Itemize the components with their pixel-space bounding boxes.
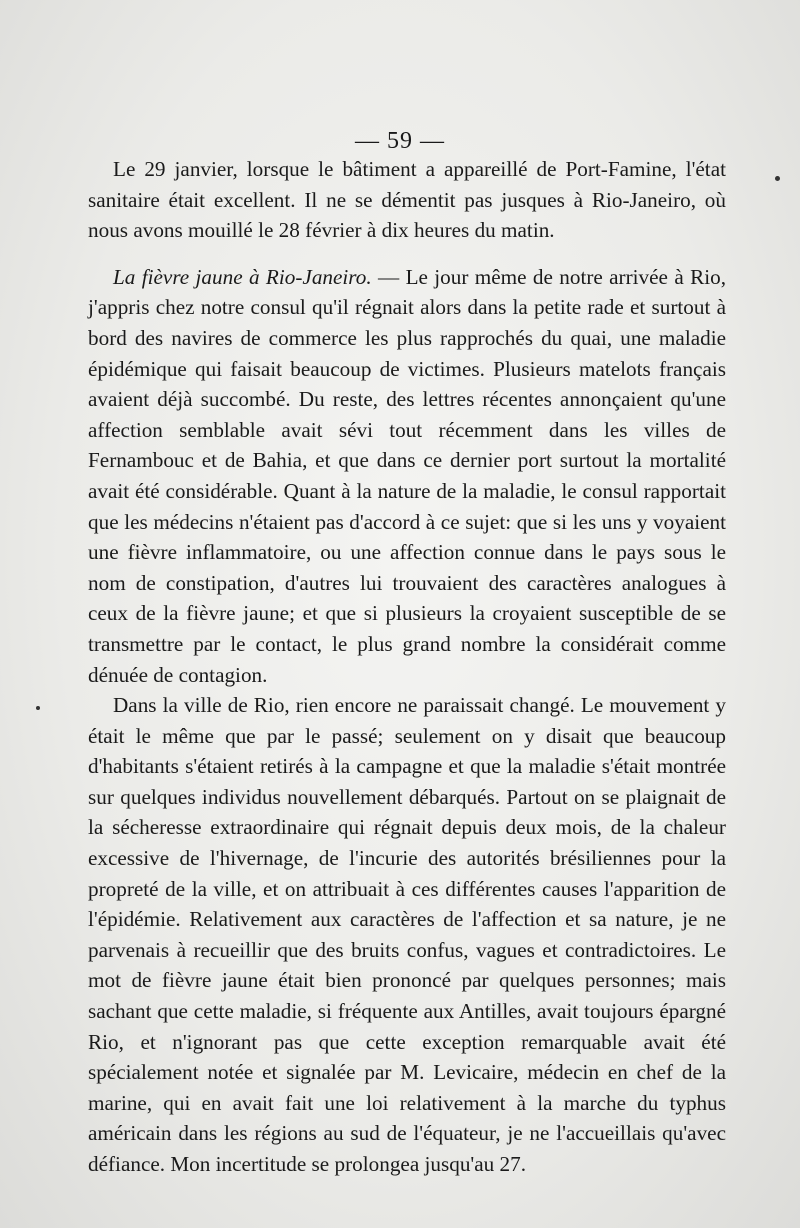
paragraph-3: Dans la ville de Rio, rien encore ne paraissait changé. Le mouvement y était le même que par le passé; seulement on y disait que beaucoup d'habitants s'étaient retirés à la campagne et que la maladie s'était montrée sur quelques individus nouvellement débarqués. Partout on se plaignait de la sécheresse extraordinaire qui régnait depuis deux mois, de la chaleur excessive de l'hivernage, de l'incurie des autorités brésiliennes pour la propreté de la ville, et on attribuait à ces différentes causes l'apparition de l'épidémie. Relativement aux caractères de l'affection et sa nature, je ne parvenais à recueillir que des bruits confus, vagues et contradictoires. Le mot de fièvre jaune était bien prononcé par quelques personnes; mais sachant que cette maladie, si fréquente aux Antilles, avait toujours épargné Rio, et n'ignorant pas que cette exception remarquable avait été spécialement notée et signalée par M. Levicaire, médecin en chef de la marine, qui en avait fait une loi relativement à la marche du typhus américain dans les régions au sud de l'équateur, je ne l'accueillais qu'avec défiance. Mon incertitude se prolongea jusqu'au 27.: [88, 693, 726, 1176]
body-text: [88, 154, 726, 1180]
section-heading: La fièvre jaune à Rio-Janeiro.: [113, 264, 372, 289]
ink-speck: [775, 176, 780, 181]
paragraph-2: [88, 262, 726, 690]
paragraph-2-text: — Le jour même de notre arrivée à Rio, j'appris chez notre consul qu'il régnait alors dans la petite rade et surtout à bord des navires de commerce les plus rapprochés du quai, une maladie épidémique qui faisait beaucoup de victimes. Plusieurs matelots français avaient déjà succombé. Du reste, des lettres récentes annonçaient qu'une affection semblable avait sévi tout récemment dans les villes de Fernambouc et de Bahia, et que dans ce dernier port surtout la mortalité avait été considérable. Quant à la nature de la maladie, le consul rapportait que les médecins n'étaient pas d'accord à ce sujet: que si les uns y voyaient une fièvre inflammatoire, ou une affection connue dans le pays sous le nom de constipation, d'autres lui trouvaient des caractères analogues à ceux de la fièvre jaune; et que si plusieurs la croyaient susceptible de se transmettre par le contact, le plus grand nombre la considérait comme dénuée de contagion.: [88, 264, 726, 687]
ink-speck: [36, 706, 40, 710]
paragraph-1: Le 29 janvier, lorsque le bâtiment a appareillé de Port-Famine, l'état sanitaire était excellent. Il ne se démentit pas jusques à Rio-Janeiro, où nous avons mouillé le 28 février à dix heures du matin.: [88, 157, 726, 243]
page-number: — 59 —: [355, 128, 445, 154]
